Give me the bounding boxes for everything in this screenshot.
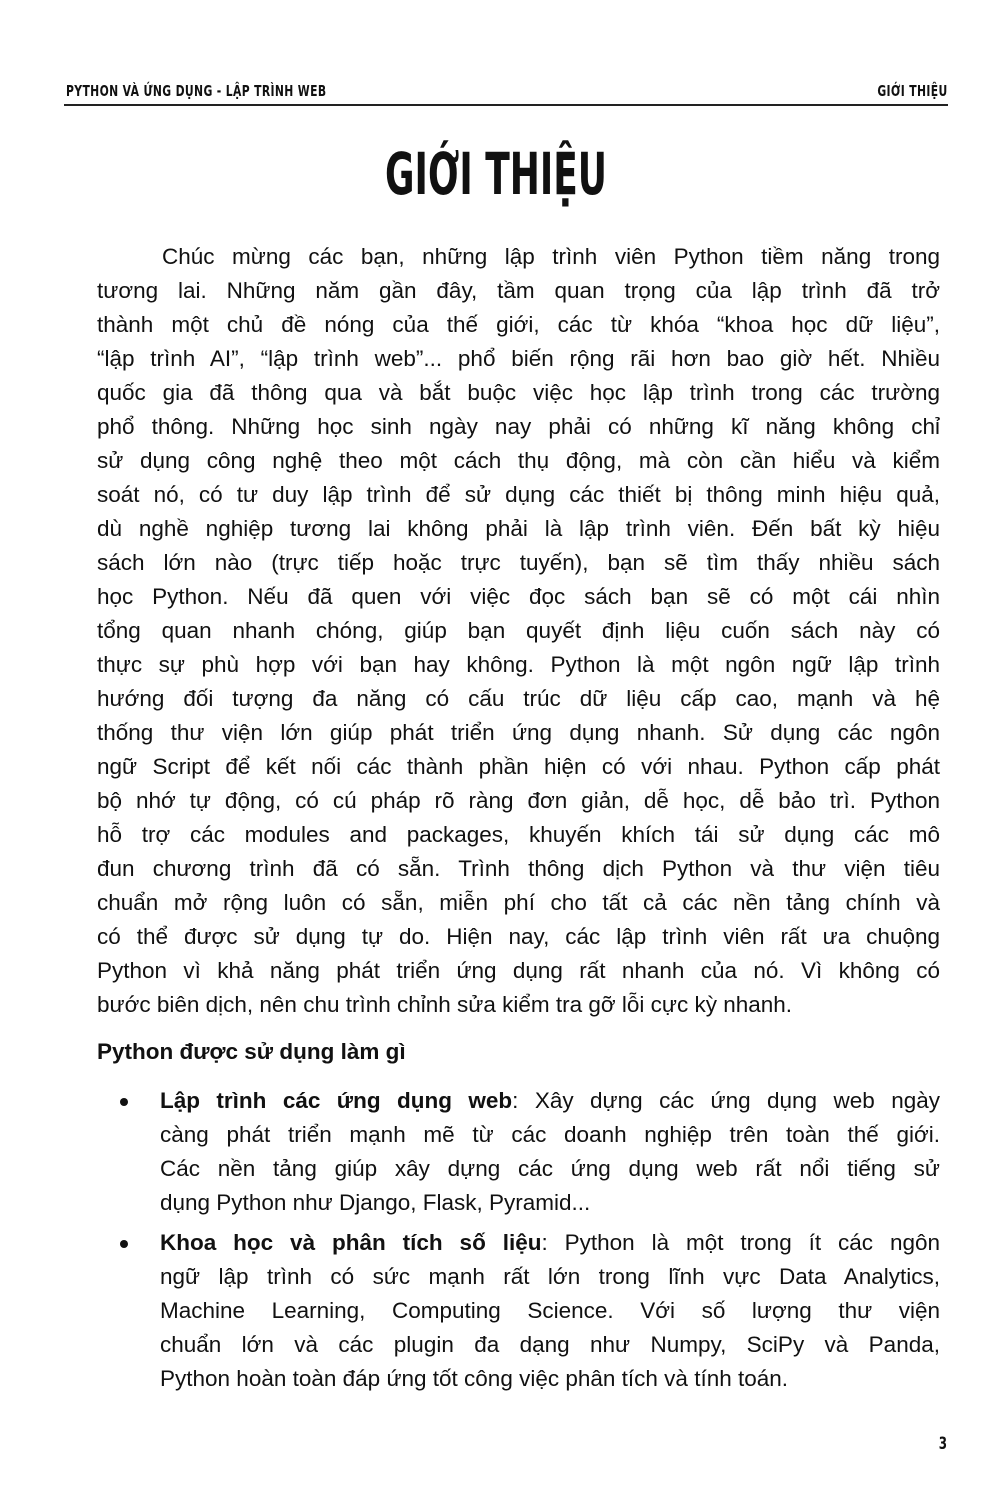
paragraph-line: ngữ Script để kết nối các thành phần hiện có với nhau. Python cấp phát <box>97 754 940 779</box>
paragraph-line: quốc gia đã thông qua và bắt buộc việc học lập trình trong các trường <box>97 380 940 405</box>
paragraph-line: thống thư viện lớn giúp phát triển ứng dụng nhanh. Sử dụng các ngôn <box>97 720 940 745</box>
paragraph-line: hỗ trợ các modules and packages, khuyến khích tái sử dụng các mô <box>97 822 940 847</box>
paragraph-line: Chúc mừng các bạn, những lập trình viên Python tiềm năng trong <box>162 244 940 269</box>
paragraph-line: có thể được sử dụng tự do. Hiện nay, các lập trình viên rất ưa chuộng <box>97 924 940 949</box>
bullet-line: chuẩn lớn và các plugin đa dạng như Numpy, SciPy và Panda, <box>160 1332 940 1357</box>
bullet-first-line <box>160 1084 940 1118</box>
paragraph-line: thành một chủ đề nóng của thế giới, các từ khóa “khoa học dữ liệu”, <box>97 312 940 337</box>
bullet-line: càng phát triển mạnh mẽ từ các doanh nghiệp trên toàn thế giới. <box>160 1122 940 1147</box>
bullet-line: Python hoàn toàn đáp ứng tốt công việc phân tích và tính toán. <box>160 1366 789 1391</box>
bullet-term: Khoa học và phân tích số liệu <box>160 1230 542 1255</box>
bullet-line: dụng Python như Django, Flask, Pyramid... <box>160 1190 591 1215</box>
paragraph-line: bước biên dịch, nên chu trình chỉnh sửa kiểm tra gỡ lỗi cực kỳ nhanh. <box>97 992 793 1017</box>
chapter-title <box>0 140 992 208</box>
paragraph-line: sử dụng công nghệ theo một cách thụ động, mà còn cần hiểu và kiểm <box>97 448 940 473</box>
paragraph-line: đun chương trình đã có sẵn. Trình thông dịch Python và thư viện tiêu <box>97 856 940 881</box>
page-number: 3 <box>938 1434 948 1454</box>
paragraph-line: dù nghề nghiệp tương lai không phải là lập trình viên. Đến bất kỳ hiệu <box>97 516 940 541</box>
paragraph-line: hướng đối tượng đa năng có cấu trúc dữ liệu cấp cao, mạnh và hệ <box>97 686 940 711</box>
header-rule <box>64 104 948 106</box>
paragraph-line: học Python. Nếu đã quen với việc đọc sách bạn sẽ có một cái nhìn <box>97 584 940 609</box>
bullet-line: ngữ lập trình có sức mạnh rất lớn trong lĩnh vực Data Analytics, <box>160 1264 940 1289</box>
bullet-icon <box>120 1098 128 1106</box>
paragraph-line: sách lớn nào (trực tiếp hoặc trực tuyến), bạn sẽ tìm thấy nhiều sách <box>97 550 940 575</box>
bullet-line: Các nền tảng giúp xây dựng các ứng dụng web rất nổi tiếng sử <box>160 1156 940 1181</box>
paragraph-line: soát nó, có tư duy lập trình để sử dụng các thiết bị thông minh hiệu quả, <box>97 482 940 507</box>
paragraph-line: bộ nhớ tự động, có cú pháp rõ ràng đơn giản, dễ học, dễ bảo trì. Python <box>97 788 940 813</box>
bullet-term: Lập trình các ứng dụng web <box>160 1088 513 1113</box>
bullet-icon <box>120 1240 128 1248</box>
running-header-book-title: PYTHON VÀ ỨNG DỤNG - LẬP TRÌNH WEB <box>66 82 327 100</box>
paragraph-line: phổ thông. Những học sinh ngày nay phải có những kĩ năng không chỉ <box>97 414 940 439</box>
chapter-title-text: GIỚI THIỆU <box>385 140 607 208</box>
bullet-text: : Python là một trong ít các ngôn <box>541 1230 940 1255</box>
paragraph-line: chuẩn mở rộng luôn có sẵn, miễn phí cho tất cả các nền tảng chính và <box>97 890 940 915</box>
paragraph-line: thực sự phù hợp với bạn hay không. Python là một ngôn ngữ lập trình <box>97 652 940 677</box>
bullet-line: Machine Learning, Computing Science. Với số lượng thư viện <box>160 1298 940 1323</box>
section-subheading: Python được sử dụng làm gì <box>97 1039 406 1064</box>
paragraph-line: Python vì khả năng phát triển ứng dụng rất nhanh của nó. Vì không có <box>97 958 940 983</box>
paragraph-line: tương lai. Những năm gần đây, tầm quan trọng của lập trình đã trở <box>97 278 940 303</box>
running-header-chapter: GIỚI THIỆU <box>877 82 948 100</box>
bullet-text: : Xây dựng các ứng dụng web ngày <box>512 1088 940 1113</box>
bullet-first-line <box>160 1226 940 1260</box>
paragraph-line: “lập trình AI”, “lập trình web”... phổ biến rộng rãi hơn bao giờ hết. Nhiều <box>97 346 940 371</box>
paragraph-line: tổng quan nhanh chóng, giúp bạn quyết định liệu cuốn sách này có <box>97 618 940 643</box>
